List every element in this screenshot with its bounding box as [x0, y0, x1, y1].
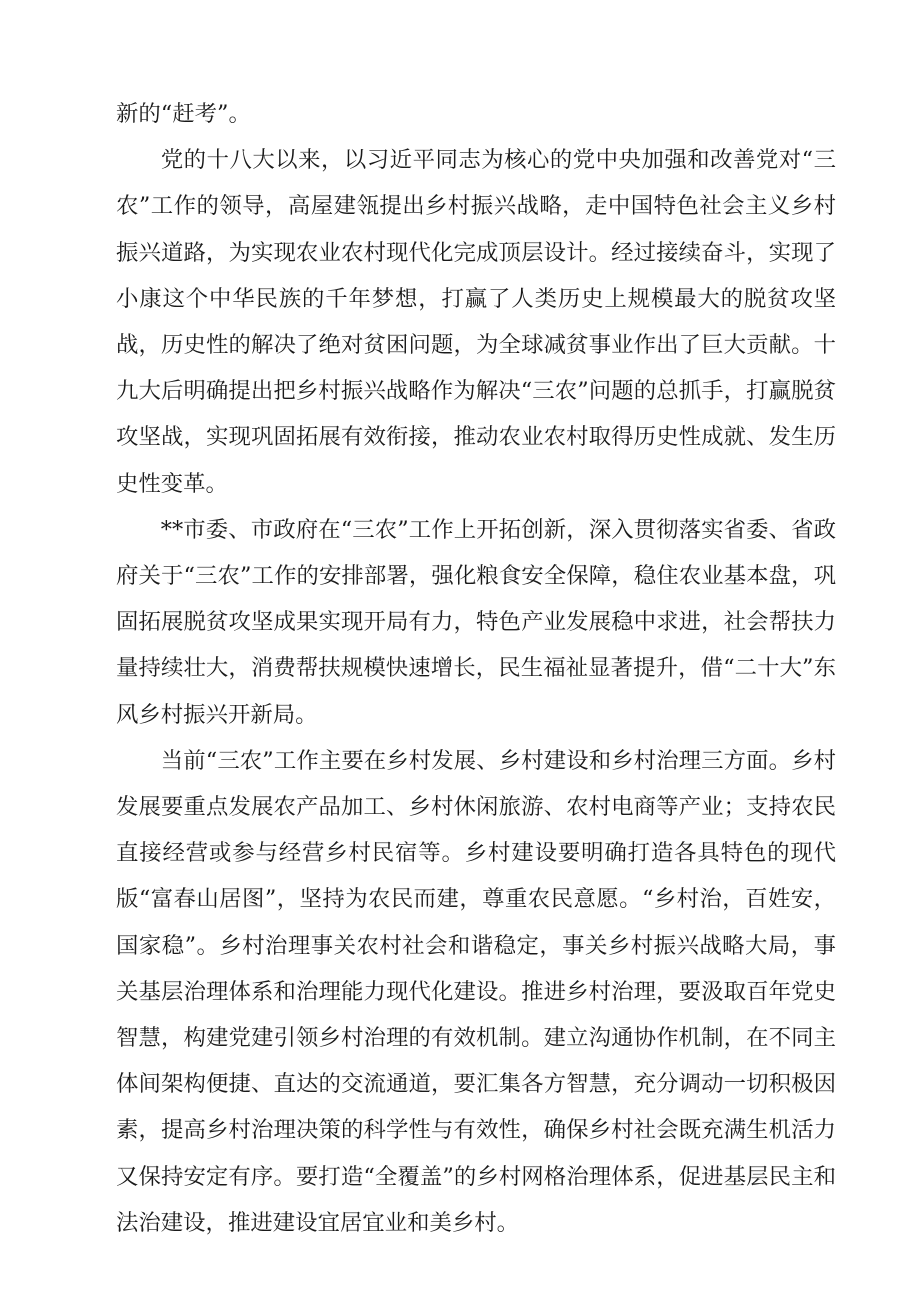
paragraph-party-leadership: 党的十八大以来，以习近平同志为核心的党中央加强和改善党对“三农”工作的领导，高屋建瓴提出乡村振兴战略，走中国特色社会主义乡村振兴道路，为实现农业农村现代化完成顶层设计。经过接续奋斗，实现了小康这个中华民族的千年梦想，打赢了人类历史上规模最大的脱贫攻坚战，历史性的解决了绝对贫困问题，为全球减贫事业作出了巨大贡献。十九大后明确提出把乡村振兴战略作为解决“三农”问题的总抓手，打赢脱贫攻坚战，实现巩固拓展有效衔接，推动农业农村取得历史性成就、发生历史性变革。 — [116, 147, 836, 497]
paragraph-rural-governance: 当前“三农”工作主要在乡村发展、乡村建设和乡村治理三方面。乡村发展要重点发展农产品加工、乡村休闲旅游、农村电商等产业；支持农民直接经营或参与经营乡村民宿等。乡村建设要明确打造各具特色的现代版“富春山居图”，坚持为农民而建，尊重农民意愿。“乡村治，百姓安，国家稳”。乡村治理事关农村社会和谐稳定，事关乡村振兴战略大局，事关基层治理体系和治理能力现代化建设。推进乡村治理，要汲取百年党史智慧，构建党建引领乡村治理的有效机制。建立沟通协作机制，在不同主体间架构便捷、直达的交流通道，要汇集各方智慧，充分调动一切积极因素，提高乡村治理决策的科学性与有效性，确保乡村社会既充满生机活力又保持安定有序。要打造“全覆盖”的乡村网格治理体系，促进基层民主和法治建设，推进建设宜居宜业和美乡村。 — [116, 747, 836, 1236]
paragraph-municipal-work: **市委、市政府在“三农”工作上开拓创新，深入贯彻落实省委、省政府关于“三农”工作的安排部署，强化粮食安全保障，稳住农业基本盘，巩固拓展脱贫攻坚成果实现开局有力，特色产业发展稳中求进，社会帮扶力量持续壮大，消费帮扶规模快速增长，民生福祉显著提升，借“二十大”东风乡村振兴开新局。 — [116, 516, 836, 728]
document-body — [116, 91, 836, 1246]
paragraph-continuation: 新的“赶考”。 — [116, 101, 251, 127]
